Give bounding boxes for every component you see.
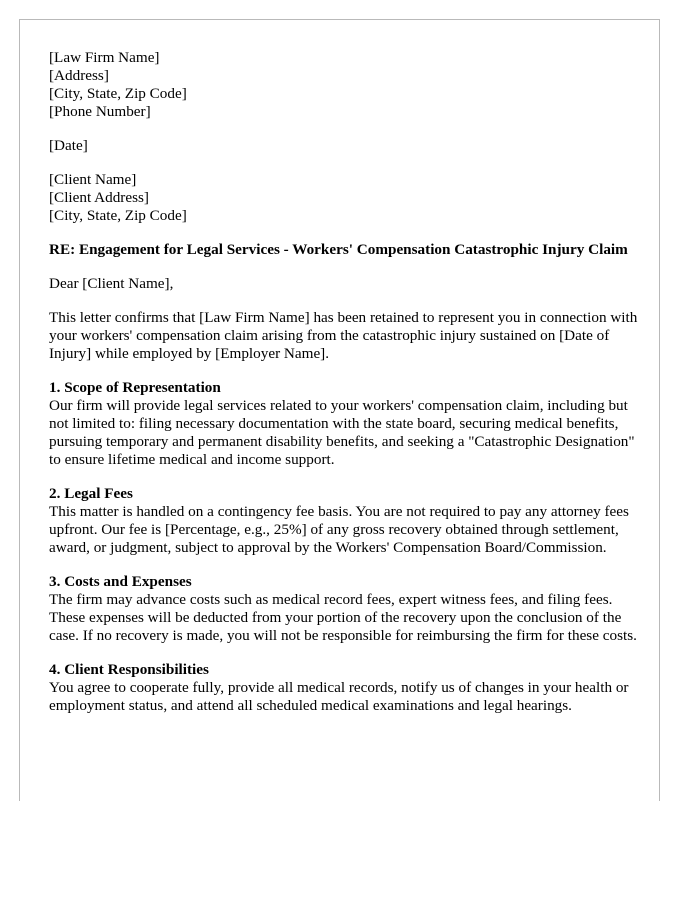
date-block (49, 137, 639, 155)
recipient-name: [Client Name] (49, 171, 137, 188)
section-fees (49, 485, 639, 557)
section-scope (49, 379, 639, 469)
section-body: This matter is handled on a contingency fee basis. You are not required to pay any attorney fees upfront. Our fee is [Percentage, e.g., 25%] of any gross recovery obtained through settlement, award, or judgment, subject to approval by the Workers' Compensation Board/Commission. (49, 503, 629, 556)
section-heading: 1. Scope of Representation (49, 379, 221, 396)
section-heading: 2. Legal Fees (49, 485, 133, 502)
recipient-address: [Client Address] (49, 189, 149, 206)
sender-address: [Address] (49, 67, 109, 84)
salutation: Dear [Client Name], (49, 275, 174, 292)
recipient-city-state-zip: [City, State, Zip Code] (49, 207, 187, 224)
section-responsibilities (49, 661, 639, 715)
section-body: The firm may advance costs such as medical record fees, expert witness fees, and filing fees. These expenses will be deducted from your portion of the recovery upon the conclusion of the case. If no recovery is made, you will not be responsible for reimbursing the firm for these costs. (49, 591, 637, 644)
section-body: You agree to cooperate fully, provide all medical records, notify us of changes in your health or employment status, and attend all scheduled medical examinations and legal hearings. (49, 679, 629, 714)
sender-city-state-zip: [City, State, Zip Code] (49, 85, 187, 102)
section-heading: 3. Costs and Expenses (49, 573, 192, 590)
section-heading: 4. Client Responsibilities (49, 661, 209, 678)
letter-page (19, 19, 660, 801)
sender-phone: [Phone Number] (49, 103, 151, 120)
section-body: Our firm will provide legal services related to your workers' compensation claim, including but not limited to: filing necessary documentation with the state board, securing medical benefits, pursuing temporary and permanent disability benefits, and seeking a "Catastrophic Designation" to ensure lifetime medical and income support. (49, 397, 635, 468)
recipient-block (49, 171, 639, 225)
sender-block (49, 49, 639, 121)
sender-firm-name: [Law Firm Name] (49, 49, 160, 66)
letter-content (49, 49, 639, 731)
letter-date: [Date] (49, 137, 88, 154)
intro-paragraph: This letter confirms that [Law Firm Name] has been retained to represent you in connection with your workers' compensation claim arising from the catastrophic injury sustained on [Date of Injury] while employed by [Employer Name]. (49, 309, 638, 362)
subject-line: RE: Engagement for Legal Services - Workers' Compensation Catastrophic Injury Claim (49, 241, 628, 258)
section-costs (49, 573, 639, 645)
